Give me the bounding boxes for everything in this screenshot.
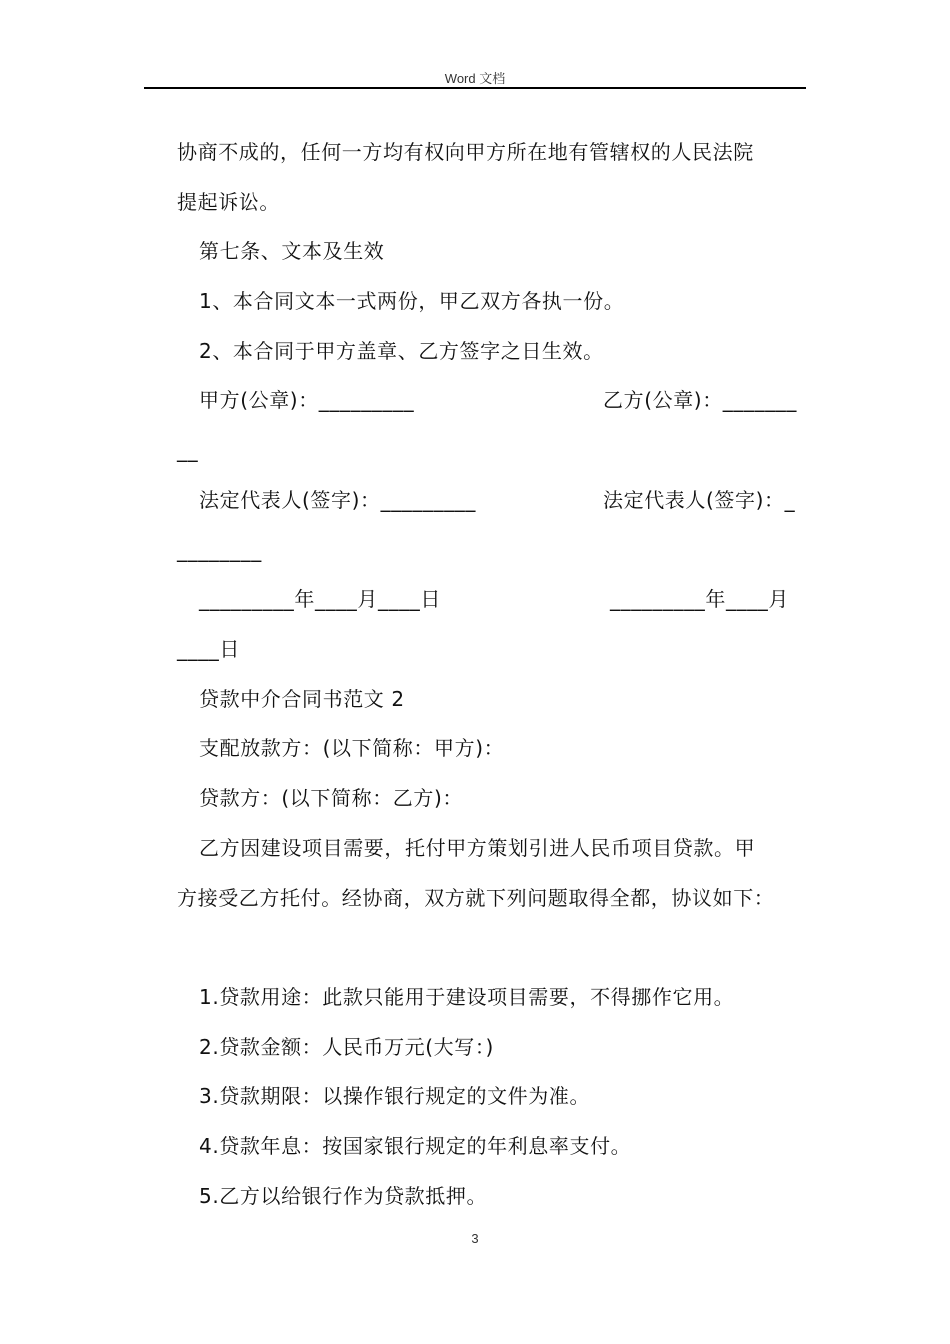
signature-party-a: 甲方(公章)：_________ [199, 388, 415, 412]
clause-item: 2.贷款金额：人民币万元(大写：) [199, 1035, 494, 1059]
paragraph-line: 协商不成的，任何一方均有权向甲方所在地有管辖权的人民法院 [177, 140, 754, 164]
paragraph-line: 提起诉讼。 [177, 190, 280, 214]
representative-b-continued: ________ [177, 538, 262, 562]
clause-item: 4.贷款年息：按国家银行规定的年利息率支付。 [199, 1134, 632, 1158]
header-title: Word 文档 [444, 71, 506, 86]
article-item: 2、本合同于甲方盖章、乙方签字之日生效。 [199, 339, 604, 363]
signature-party-b-continued: __ [177, 438, 199, 462]
section-title: 贷款中介合同书范文 2 [199, 687, 405, 711]
page-number: 3 [471, 1231, 479, 1246]
article-heading: 第七条、文本及生效 [199, 239, 385, 263]
clause-item: 3.贷款期限：以操作银行规定的文件为准。 [199, 1084, 591, 1108]
paragraph-line: 乙方因建设项目需要，托付甲方策划引进人民币项目贷款。甲 [199, 836, 756, 860]
representative-a: 法定代表人(签字)：_________ [199, 488, 477, 512]
paragraph-line: 方接受乙方托付。经协商，双方就下列问题取得全都，协议如下： [177, 886, 775, 910]
date-b: _________年____月 [610, 587, 789, 611]
clause-item: 5.乙方以给银行作为贷款抵押。 [199, 1184, 488, 1208]
date-b-continued: ____日 [177, 637, 240, 661]
signature-party-b: 乙方(公章)：_______ [603, 388, 798, 412]
representative-b: 法定代表人(签字)：_ [603, 488, 796, 512]
clause-item: 1.贷款用途：此款只能用于建设项目需要，不得挪作它用。 [199, 985, 735, 1009]
article-item: 1、本合同文本一式两份，甲乙双方各执一份。 [199, 289, 625, 313]
header-divider [144, 87, 806, 89]
borrower-line: 贷款方：(以下简称：乙方)： [199, 786, 464, 810]
date-a: _________年____月____日 [199, 587, 441, 611]
lender-line: 支配放款方：(以下简称：甲方)： [199, 736, 505, 760]
